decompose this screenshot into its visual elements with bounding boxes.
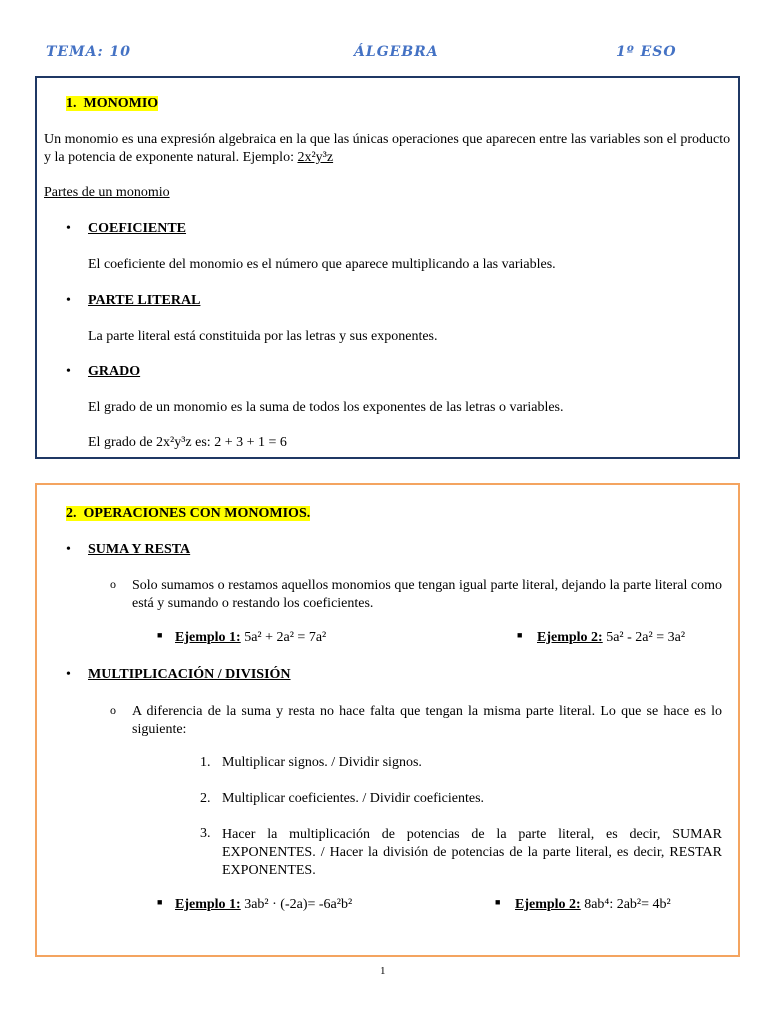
bullet-icon: • — [66, 293, 71, 308]
circle-bullet-icon: o — [110, 703, 116, 717]
item-grado-example: El grado de 2x²y³z es: 2 + 3 + 1 = 6 — [88, 435, 287, 450]
section1-intro-text: Un monomio es una expresión algebraica en la que las únicas operaciones que aparecen entre las variables son el producto y la potencia de exponente natural. Ejemplo: — [44, 132, 731, 165]
item-coeficiente-text: El coeficiente del monomio es el número que aparece multiplicando a las variables. — [88, 257, 556, 272]
suma-example-2-value: 5a² - 2a² = 3a² — [606, 630, 686, 645]
section1-heading — [66, 96, 158, 112]
item-parte-literal-title: PARTE LITERAL — [88, 293, 201, 308]
suma-example-1 — [175, 630, 326, 646]
mult-example-2-label: Ejemplo 2: — [515, 897, 581, 912]
square-bullet-icon: ■ — [157, 630, 163, 640]
header-topic: TEMA: 10 — [46, 44, 131, 60]
suma-example-2-label: Ejemplo 2: — [537, 630, 603, 645]
bullet-icon: • — [66, 221, 71, 236]
suma-example-2 — [537, 630, 685, 646]
mult-example-1 — [175, 897, 352, 913]
square-bullet-icon: ■ — [517, 630, 523, 640]
section2-title: OPERACIONES CON MONOMIOS. — [83, 506, 311, 521]
bullet-icon: • — [66, 667, 71, 682]
mult-title: MULTIPLICACIÓN / DIVISIÓN — [88, 667, 291, 682]
section2-heading — [66, 506, 310, 522]
item-grado-text: El grado de un monomio es la suma de todos los exponentes de las letras o variables. — [88, 400, 564, 415]
square-bullet-icon: ■ — [495, 897, 501, 907]
suma-title: SUMA Y RESTA — [88, 542, 191, 557]
item-coeficiente-title: COEFICIENTE — [88, 221, 187, 236]
header-level: 1º ESO — [616, 44, 677, 60]
mult-text: A diferencia de la suma y resta no hace falta que tengan la misma parte literal. Lo que se hace es lo siguiente: — [132, 704, 722, 737]
section1-example: 2x²y³z — [297, 150, 334, 165]
step-text: Multiplicar coeficientes. / Dividir coeficientes. — [222, 791, 485, 806]
parts-heading: Partes de un monomio — [44, 185, 170, 200]
item-grado-title: GRADO — [88, 364, 141, 379]
suma-example-1-value: 5a² + 2a² = 7a² — [244, 630, 327, 645]
mult-example-2 — [515, 897, 671, 913]
header-subject: ÁLGEBRA — [354, 44, 439, 60]
mult-example-2-value: 8ab⁴: 2ab²= 4b² — [584, 897, 671, 912]
mult-example-1-value: 3ab² · (-2a)= -6a²b² — [244, 897, 353, 912]
section1-intro — [44, 131, 734, 167]
step-number: 2. — [200, 791, 211, 806]
step-text: Hacer la multiplicación de potencias de la parte literal, es decir, SUMAR EXPONENTES. / Hacer la división de potencias de la parte literal, es decir, RESTAR EXPONENTES. — [222, 827, 722, 878]
item-parte-literal-text: La parte literal está constituida por las letras y sus exponentes. — [88, 329, 438, 344]
circle-bullet-icon: o — [110, 577, 116, 591]
section2-number: 2. — [66, 506, 77, 521]
step-text: Multiplicar signos. / Dividir signos. — [222, 755, 422, 770]
section1-number: 1. — [66, 96, 77, 111]
bullet-icon: • — [66, 364, 71, 379]
step-number: 1. — [200, 755, 211, 770]
page-number: 1 — [380, 965, 386, 977]
mult-example-1-label: Ejemplo 1: — [175, 897, 241, 912]
bullet-icon: • — [66, 542, 71, 557]
suma-text: Solo sumamos o restamos aquellos monomios que tengan igual parte literal, dejando la parte literal como está y sumando o restando los coeficientes. — [132, 578, 722, 611]
square-bullet-icon: ■ — [157, 897, 163, 907]
step-number: 3. — [200, 826, 211, 841]
suma-example-1-label: Ejemplo 1: — [175, 630, 241, 645]
section1-title: MONOMIO — [83, 96, 159, 111]
